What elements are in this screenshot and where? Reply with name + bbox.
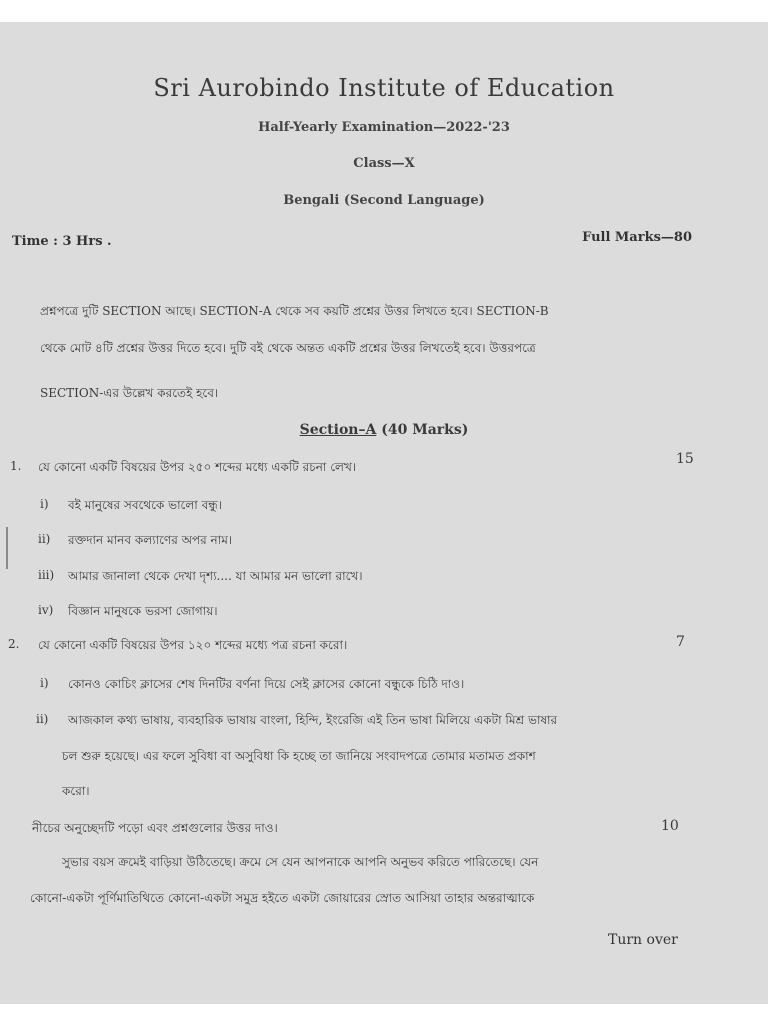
institute-title: Sri Aurobindo Institute of Education xyxy=(153,74,615,102)
q1-option-1: বই মানুষের সবথেকে ভালো বন্ধু। xyxy=(68,498,223,512)
q1-option-label-3: iii) xyxy=(38,568,55,582)
instructions-line-2: থেকে মোট ৪টি প্রশ্নের উত্তর দিতে হবে। দুটি বই থেকে অন্তত একটি প্রশ্নের উত্তর লিখতেই হবে। উত্তরপত্রে xyxy=(40,341,536,355)
q2-option-2-line-3: করো। xyxy=(62,784,90,798)
margin-pencil-mark xyxy=(6,527,8,569)
q1-option-label-4: iv) xyxy=(38,603,54,617)
q2-option-label-1: i) xyxy=(40,676,49,690)
q1-text: যে কোনো একটি বিষয়ের উপর ২৫০ শব্দের মধ্যে একটি রচনা লেখ। xyxy=(38,460,357,474)
q1-option-4: বিজ্ঞান মানুষকে ভরসা জোগায়। xyxy=(68,604,218,618)
q1-option-3: আমার জানালা থেকে দেখা দৃশ্য.... যা আমার মন ভালো রাখে। xyxy=(68,569,363,583)
passage-line-1: সুভার বয়স ক্রমেই বাড়িয়া উঠিতেছে। ক্রমে সে যেন আপনাকে আপনি অনুভব করিতে পারিতেছে। যেন xyxy=(62,855,539,869)
q2-option-2-line-1: আজকাল কথ্য ভাষায়, ব্যবহারিক ভাষায় বাংলা, হিন্দি, ইংরেজি এই তিন ভাষা মিলিয়ে একটা মিশ্র ভাষার xyxy=(68,713,558,727)
section-a-marks: (40 Marks) xyxy=(381,422,469,438)
q1-option-label-1: i) xyxy=(40,497,49,511)
q1-marks: 15 xyxy=(676,451,694,467)
class-label: Class—X xyxy=(353,156,415,171)
q2-marks: 7 xyxy=(676,634,685,650)
q1-number: 1. xyxy=(10,459,22,473)
q1-option-2: রক্তদান মানব কল্যাণের অপর নাম। xyxy=(68,533,233,547)
q3-instruction: নীচের অনুচ্ছেদটি পড়ো এবং প্রশ্নগুলোর উত্তর দাও। xyxy=(32,821,278,835)
full-marks-label: Full Marks—80 xyxy=(582,230,692,245)
q2-option-label-2: ii) xyxy=(36,712,49,726)
time-label: Time : 3 Hrs . xyxy=(12,234,112,249)
instructions-line-3: SECTION-এর উল্লেখ করতেই হবে। xyxy=(40,386,219,400)
q3-marks: 10 xyxy=(661,818,679,834)
exam-name: Half-Yearly Examination—2022-'23 xyxy=(258,120,510,135)
exam-paper-sheet xyxy=(0,22,768,1004)
q2-option-2-line-2: চল শুরু হয়েছে। এর ফলে সুবিধা বা অসুবিধা কি হচ্ছে তা জানিয়ে সংবাদপত্রে তোমার মতামত প্রকাশ xyxy=(62,749,536,763)
q2-number: 2. xyxy=(8,637,20,651)
section-a-heading xyxy=(0,422,768,438)
section-a-title: Section–A xyxy=(299,422,377,438)
q2-option-1: কোনও কোচিং ক্লাসের শেষ দিনটির বর্ণনা দিয়ে সেই ক্লাসের কোনো বন্ধুকে চিঠি দাও। xyxy=(68,677,465,691)
instructions-line-1: প্রশ্নপত্রে দুটি SECTION আছে। SECTION-A থেকে সব কয়টি প্রশ্নের উত্তর লিখতে হবে। SECTION-B xyxy=(40,304,549,318)
passage-line-2: কোনো-একটা পূর্ণিমাতিথিতে কোনো-একটা সমুদ্র হইতে একটা জোয়ারের স্রোত আসিয়া তাহার অন্তরাত্মাকে xyxy=(30,891,535,905)
subject-label: Bengali (Second Language) xyxy=(283,193,485,208)
turn-over-note: Turn over xyxy=(608,932,678,948)
q2-text: যে কোনো একটি বিষয়ের উপর ১২০ শব্দের মধ্যে পত্র রচনা করো। xyxy=(38,638,348,652)
q1-option-label-2: ii) xyxy=(38,532,51,546)
